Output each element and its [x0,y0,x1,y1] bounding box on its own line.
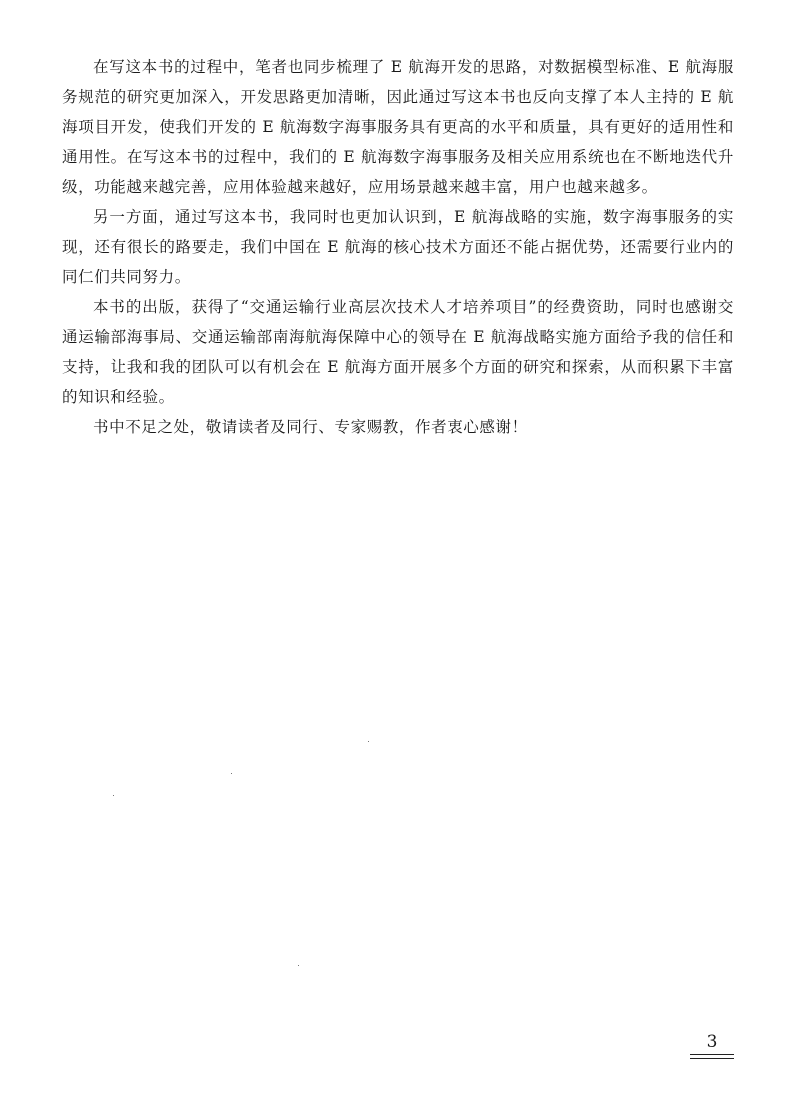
paragraph: 本书的出版，获得了“交通运输行业高层次技术人才培养项目”的经费资助，同时也感谢交通运输部海事局、交通运输部南海航海保障中心的领导在 E 航海战略实施方面给予我的信任和支持，让我和我的团队可以有机会在 E 航海方面开展多个方面的研究和探索，从而积累下丰富的知识和经验。 [62,298,734,406]
page-number: 3 [706,1032,718,1052]
scan-speck [298,965,299,966]
folio-rule [690,1054,734,1055]
body-text [62,52,734,442]
page-folio [690,1032,734,1059]
folio-rule [690,1058,734,1059]
scan-speck [231,773,232,774]
scan-speck [368,741,369,742]
paragraph: 书中不足之处，敬请读者及同行、专家赐教，作者衷心感谢！ [93,418,528,436]
scan-speck [113,795,114,796]
paragraph: 在写这本书的过程中，笔者也同步梳理了 E 航海开发的思路，对数据模型标准、E 航海服务规范的研究更加深入，开发思路更加清晰，因此通过写这本书也反向支撑了本人主持的 E 航海项目开发，使我们开发的 E 航海数字海事服务具有更高的水平和质量，具有更好的适用性和通用性。在写这本书的过程中，我们的 E 航海数字海事服务及相关应用系统也在不断地迭代升级，功能越来越完善，应用体验越来越好，应用场景越来越丰富，用户也越来越多。 [62,58,734,196]
paragraph: 另一方面，通过写这本书，我同时也更加认识到，E 航海战略的实施，数字海事服务的实现，还有很长的路要走，我们中国在 E 航海的核心技术方面还不能占据优势，还需要行业内的同仁们共同努力。 [62,208,734,286]
